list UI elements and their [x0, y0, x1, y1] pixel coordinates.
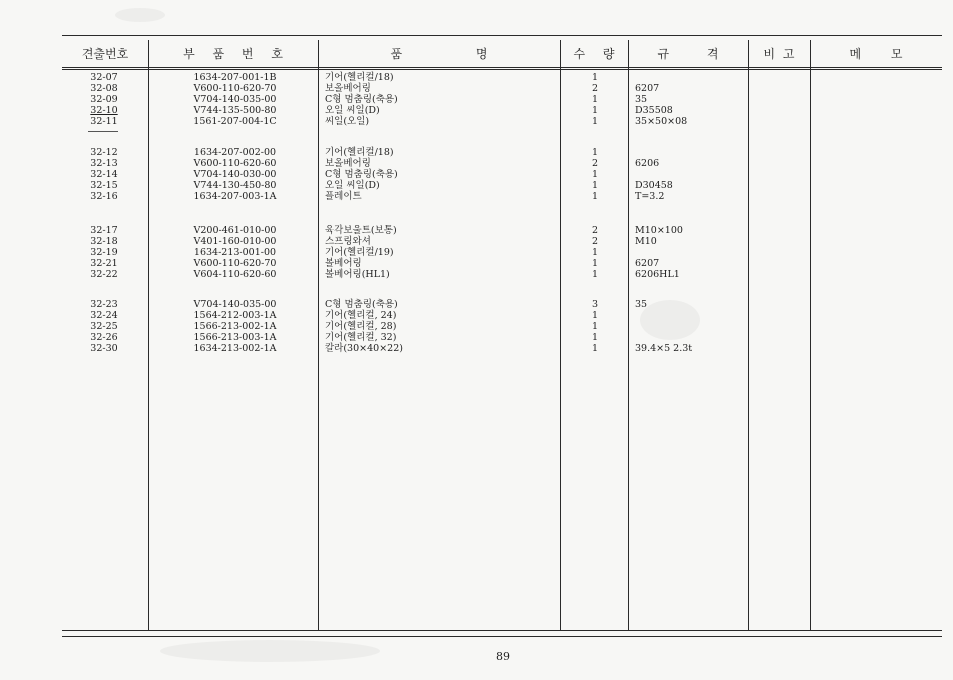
- row-part-name: 기어(헬리컬, 32): [325, 332, 397, 343]
- row-code: 32-08: [90, 83, 118, 94]
- row-quantity: 1: [591, 116, 599, 127]
- row-part-name: C형 멈춤링(축용): [325, 299, 398, 310]
- row-quantity: 1: [591, 72, 599, 83]
- row-code: 32-19: [90, 247, 118, 258]
- row-code: 32-25: [90, 321, 118, 332]
- row-part-number: 1634-207-003-1A: [193, 191, 277, 202]
- row-part-number: 1566-213-003-1A: [193, 332, 277, 343]
- page-number: 89: [496, 650, 510, 663]
- header-remark: 비 고: [763, 46, 795, 61]
- row-code: 32-11: [90, 116, 118, 127]
- table-row: [0, 310, 953, 321]
- row-code: 32-09: [90, 94, 118, 105]
- row-spec: 6206HL1: [635, 269, 680, 280]
- table-row: [0, 147, 953, 158]
- row-spec: 35: [635, 94, 648, 105]
- row-part-name: 보올베어링: [325, 83, 371, 94]
- row-part-name: 오일 씨일(D): [325, 180, 380, 191]
- header-code: 견출번호: [81, 46, 129, 61]
- row-part-name: 칼라(30×40×22): [325, 343, 403, 354]
- row-code: 32-14: [90, 169, 118, 180]
- row-code: 32-17: [90, 225, 118, 236]
- row-quantity: 1: [591, 258, 599, 269]
- row-part-number: V600-110-620-70: [193, 258, 277, 269]
- row-part-name: C형 멈춤링(축용): [325, 94, 398, 105]
- row-spec: D35508: [635, 105, 673, 116]
- table-row: [0, 94, 953, 105]
- row-spec: D30458: [635, 180, 673, 191]
- row-code: 32-21: [90, 258, 118, 269]
- row-part-name: 기어(헬리컬/19): [325, 247, 394, 258]
- row-part-name: 기어(헬리컬, 28): [325, 321, 397, 332]
- row-part-number: V200-461-010-00: [193, 225, 277, 236]
- table-row: [0, 191, 953, 202]
- table-row: [0, 332, 953, 343]
- header-quantity: 수 량: [573, 46, 615, 61]
- row-part-name: 기어(헬리컬/18): [325, 147, 394, 158]
- table-row: [0, 247, 953, 258]
- row-quantity: 1: [591, 147, 599, 158]
- table-row: [0, 83, 953, 94]
- row-part-number: V744-130-450-80: [193, 180, 277, 191]
- table-row: [0, 116, 953, 127]
- row-part-number: V704-140-035-00: [193, 299, 277, 310]
- row-code: 32-26: [90, 332, 118, 343]
- table-row: [0, 225, 953, 236]
- hand-drawn-mark: [88, 131, 118, 132]
- row-quantity: 1: [591, 105, 599, 116]
- row-code: 32-16: [90, 191, 118, 202]
- row-quantity: 1: [591, 332, 599, 343]
- row-part-number: 1634-207-002-00: [193, 147, 277, 158]
- table-bottom-rule: [62, 630, 942, 631]
- row-code: 32-23: [90, 299, 118, 310]
- table-row: [0, 299, 953, 310]
- row-part-name: 오일 씨일(D): [325, 105, 380, 116]
- header-part-name: 품 명: [390, 46, 488, 61]
- row-code: 32-30: [90, 343, 118, 354]
- table-row: [0, 158, 953, 169]
- table-row: [0, 269, 953, 280]
- row-spec: 6206: [635, 158, 660, 169]
- row-code: 32-12: [90, 147, 118, 158]
- row-part-number: V600-110-620-70: [193, 83, 277, 94]
- row-part-name: 기어(헬리컬, 24): [325, 310, 397, 321]
- table-top-rule: [62, 35, 942, 36]
- row-part-number: 1561-207-004-1C: [193, 116, 277, 127]
- row-code: 32-10: [90, 105, 118, 116]
- row-part-name: 육각보울트(보통): [325, 225, 397, 236]
- row-code: 32-22: [90, 269, 118, 280]
- row-part-number: V704-140-030-00: [193, 169, 277, 180]
- table-row: [0, 321, 953, 332]
- row-part-name: C형 멈춤링(축용): [325, 169, 398, 180]
- header-spec: 규 격: [657, 46, 719, 61]
- row-code: 32-24: [90, 310, 118, 321]
- row-spec: 35×50×08: [635, 116, 688, 127]
- row-code: 32-18: [90, 236, 118, 247]
- row-part-number: 1634-213-001-00: [193, 247, 277, 258]
- table-row: [0, 236, 953, 247]
- paper-smudge: [160, 640, 380, 662]
- row-part-number: 1634-207-001-1B: [193, 72, 277, 83]
- row-spec: M10: [635, 236, 657, 247]
- row-part-number: 1564-212-003-1A: [193, 310, 277, 321]
- table-row: [0, 169, 953, 180]
- row-code: 32-13: [90, 158, 118, 169]
- row-quantity: 2: [591, 225, 599, 236]
- row-part-number: V600-110-620-60: [193, 158, 277, 169]
- row-quantity: 3: [591, 299, 599, 310]
- row-quantity: 1: [591, 343, 599, 354]
- row-quantity: 1: [591, 191, 599, 202]
- header-memo: 메 모: [849, 46, 903, 61]
- row-part-name: 씨일(오일): [325, 116, 370, 127]
- table-bottom-rule-2: [62, 636, 942, 637]
- row-quantity: 1: [591, 321, 599, 332]
- row-quantity: 1: [591, 180, 599, 191]
- row-quantity: 2: [591, 83, 599, 94]
- row-spec: 6207: [635, 258, 660, 269]
- row-spec: 39.4×5 2.3t: [635, 343, 693, 354]
- row-part-name: 볼베어링(HL1): [325, 269, 390, 280]
- row-part-name: 기어(헬리컬/18): [325, 72, 394, 83]
- row-quantity: 1: [591, 310, 599, 321]
- row-quantity: 1: [591, 269, 599, 280]
- row-spec: M10×100: [635, 225, 683, 236]
- table-row: [0, 105, 953, 116]
- row-part-name: 플레이트: [325, 191, 362, 202]
- row-part-number: V401-160-010-00: [193, 236, 277, 247]
- row-quantity: 1: [591, 247, 599, 258]
- row-part-name: 스프링와셔: [325, 236, 371, 247]
- table-row: [0, 258, 953, 269]
- row-part-number: 1566-213-002-1A: [193, 321, 277, 332]
- row-part-name: 보올베어링: [325, 158, 371, 169]
- header-part-number: 부 품 번 호: [183, 46, 283, 61]
- row-code: 32-07: [90, 72, 118, 83]
- row-quantity: 1: [591, 169, 599, 180]
- row-code: 32-15: [90, 180, 118, 191]
- row-spec: 35: [635, 299, 648, 310]
- row-quantity: 1: [591, 94, 599, 105]
- table-row: [0, 343, 953, 354]
- table-row: [0, 72, 953, 83]
- row-part-number: 1634-213-002-1A: [193, 343, 277, 354]
- row-quantity: 2: [591, 158, 599, 169]
- row-quantity: 2: [591, 236, 599, 247]
- row-part-number: V744-135-500-80: [193, 105, 277, 116]
- row-part-number: V704-140-035-00: [193, 94, 277, 105]
- row-spec: T=3.2: [635, 191, 665, 202]
- row-part-number: V604-110-620-60: [193, 269, 277, 280]
- table-row: [0, 180, 953, 191]
- row-part-name: 볼베어링: [325, 258, 362, 269]
- row-spec: 6207: [635, 83, 660, 94]
- paper-smudge: [115, 8, 165, 22]
